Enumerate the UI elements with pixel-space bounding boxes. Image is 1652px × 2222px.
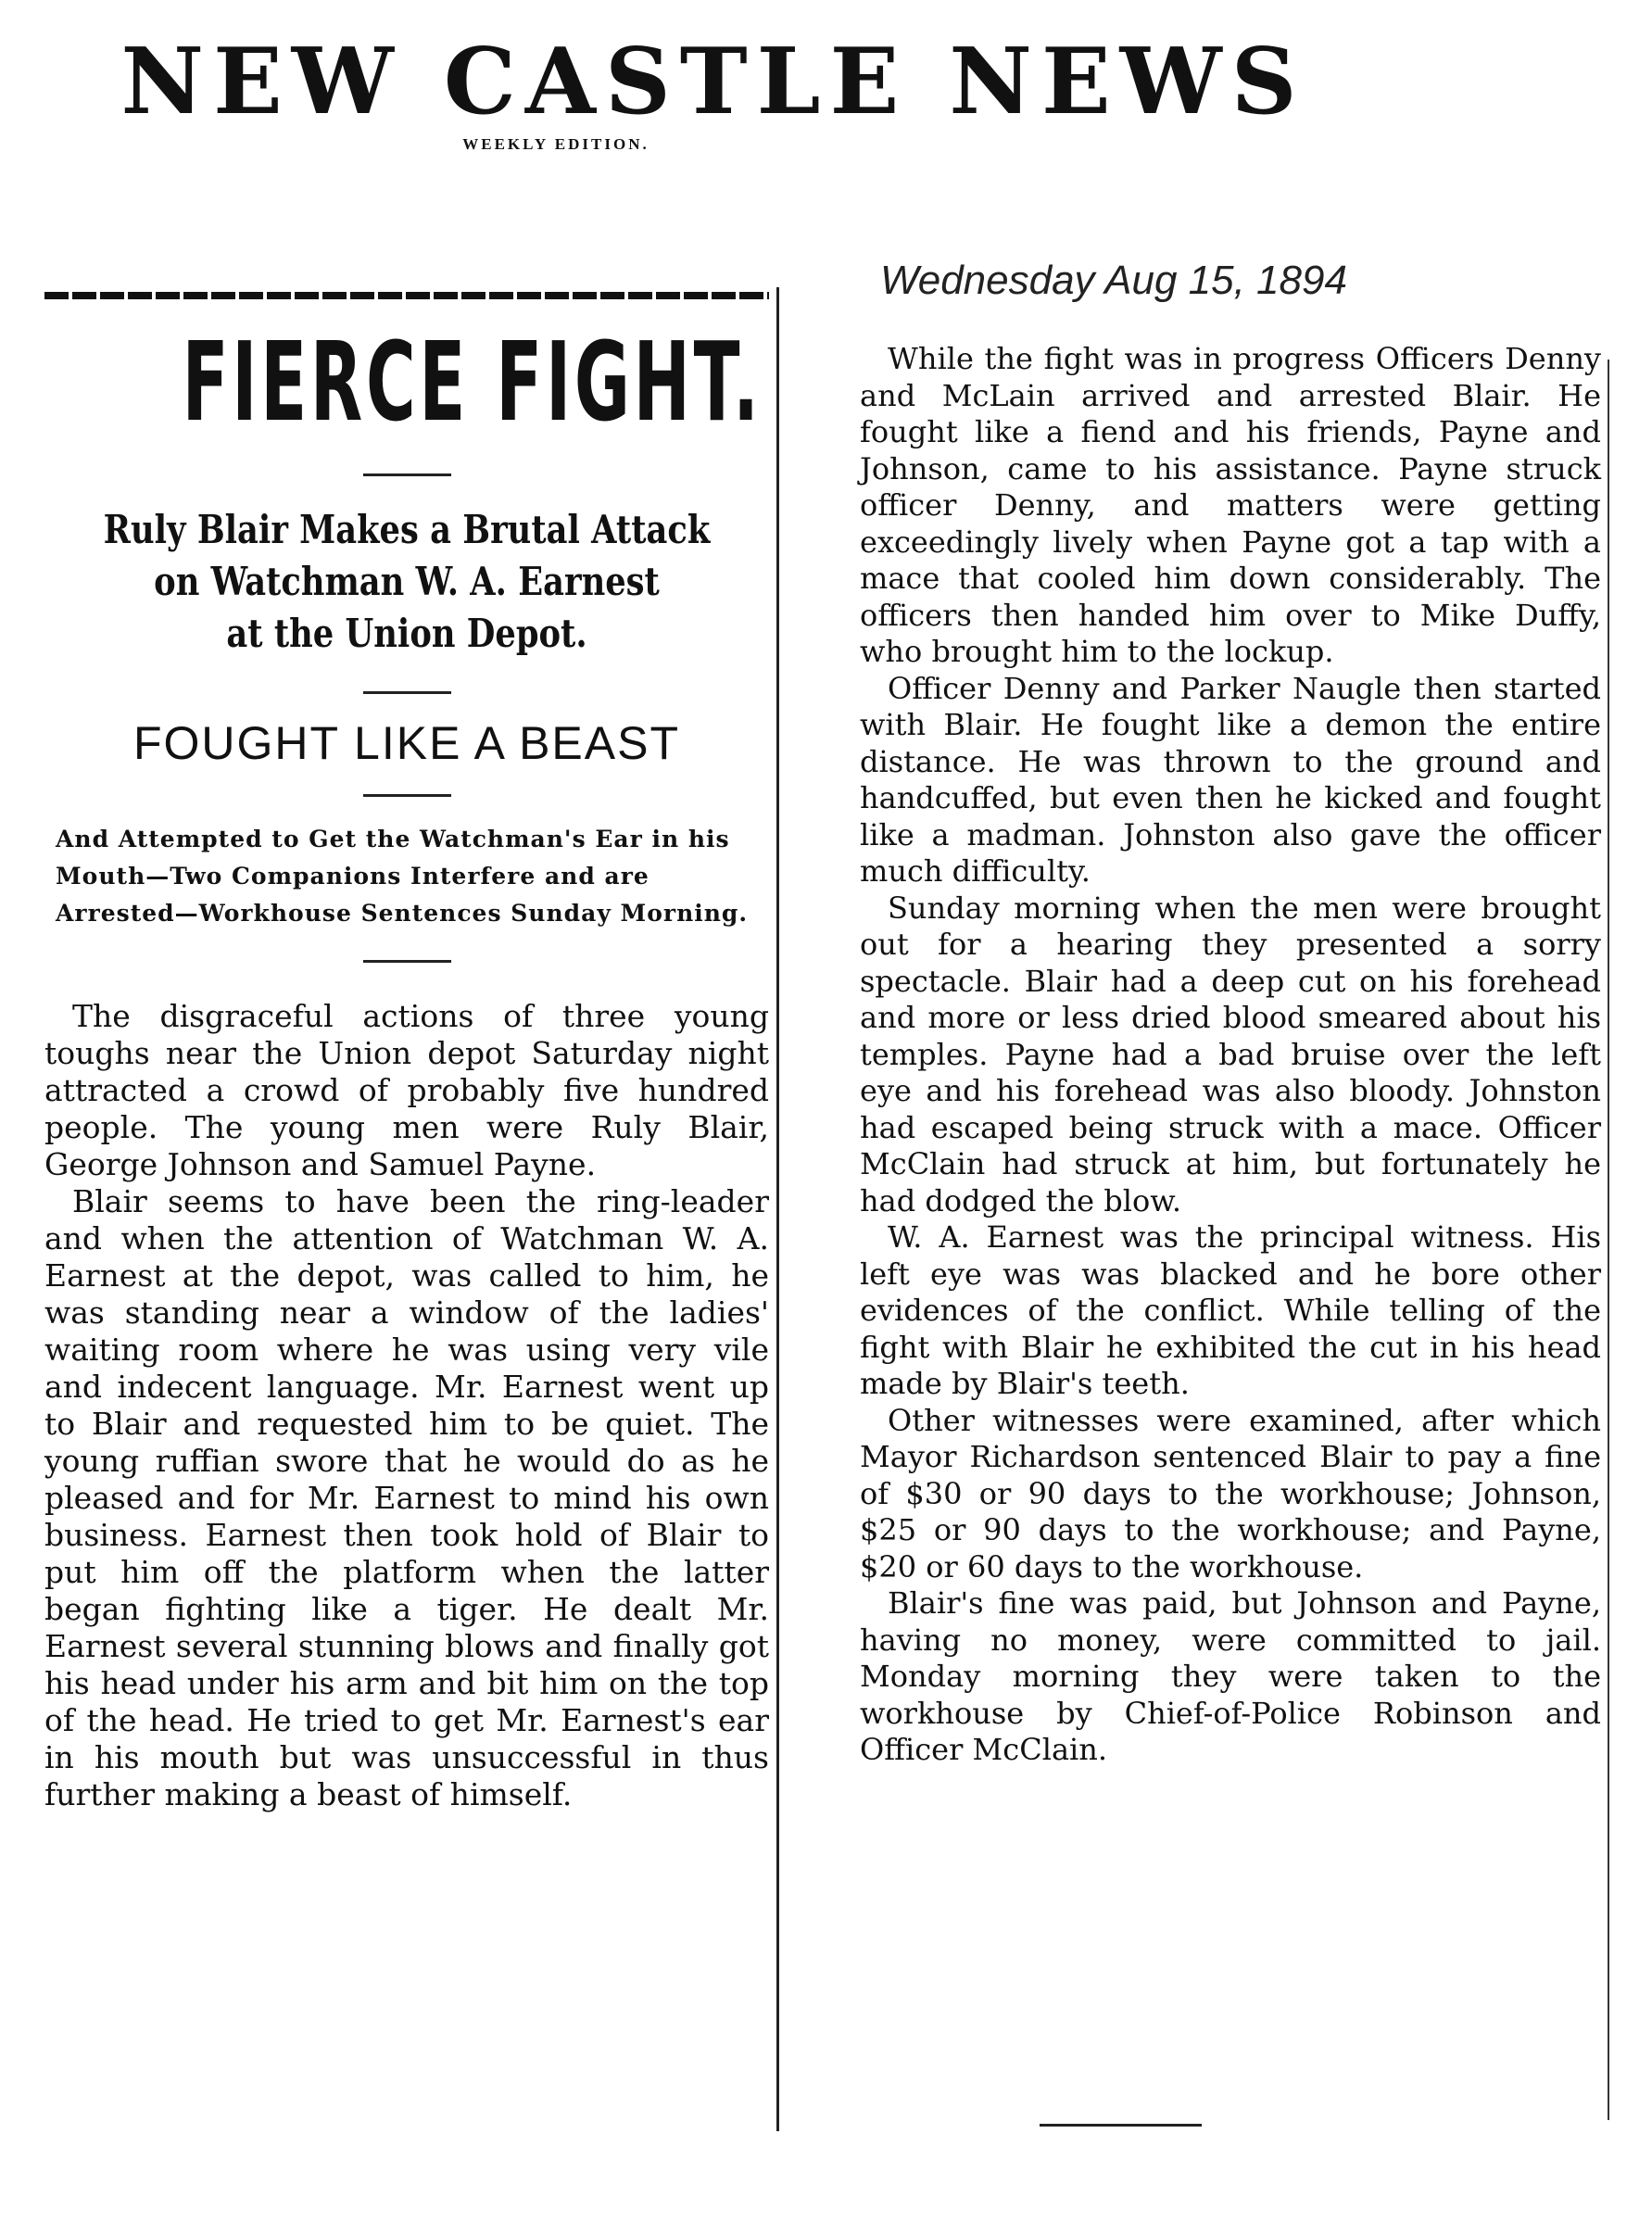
article-paragraph: The disgraceful actions of three young toughs near the Union depot Saturday night attracted a crowd of probably five hundred people. The young men were Ruly Blair, George Johnson and Samuel Payne.: [44, 998, 769, 1182]
left-body: [44, 998, 769, 1813]
newspaper-title: NEW CASTLE NEWS: [120, 29, 1306, 135]
right-edge-rule: [1608, 360, 1609, 2120]
subheadline-line: at the Union Depot.: [226, 611, 587, 656]
headline: FIERCE FIGHT.: [182, 318, 763, 446]
deck-fought-like-a-beast: FOUGHT LIKE A BEAST: [132, 717, 681, 769]
left-column: [44, 320, 769, 1813]
end-rule: [1040, 2124, 1202, 2127]
subheadline-line: Ruly Blair Makes a Brutal Attack: [103, 507, 711, 552]
subheadline-line: on Watchman W. A. Earnest: [154, 559, 660, 604]
publication-date: Wednesday Aug 15, 1894: [880, 258, 1347, 303]
article-paragraph: Other witnesses were examined, after which Mayor Richardson sentenced Blair to pay a fine of $30 or 90 days to the workhouse; Johnson, $25 or 90 days to the workhouse; and Payne, $20 or 60 days to the workhouse.: [860, 1402, 1601, 1584]
separator-rule: [363, 794, 451, 797]
article-paragraph: While the fight was in progress Officers Denny and McLain arrived and arrested Blair. He fought like a fiend and his friends, Payne and Johnson, came to his assistance. Payne struck officer Denny, and matters were getting exceedingly lively when Payne got a tap with a mace that cooled him down considerably. The officers then handed him over to Mike Duffy, who brought him to the lockup.: [860, 341, 1601, 669]
separator-rule: [363, 473, 451, 476]
article-paragraph: Sunday morning when the men were brought out for a hearing they presented a sorry spectacle. Blair had a deep cut on his forehead and more or less dried blood smeared about his temples. Payne had a bad bruise over the left eye and his forehead was also bloody. Johnston had escaped being struck with a mace. Officer McClain had struck at him, but fortunately he had dodged the blow.: [860, 890, 1601, 1218]
top-rule: [44, 292, 769, 299]
article-paragraph: Officer Denny and Parker Naugle then started with Blair. He fought like a demon the entire distance. He was thrown to the ground and handcuffed, but even then he kicked and fought like a madman. Johnston also gave the officer much difficulty.: [860, 670, 1601, 889]
article-paragraph: W. A. Earnest was the principal witness. His left eye was was blacked and he bore other evidences of the conflict. While telling of the fight with Blair he exhibited the cut in his head made by Blair's teeth.: [860, 1219, 1601, 1401]
separator-rule: [363, 960, 451, 963]
subheadline: [103, 504, 712, 660]
article-paragraph: Blair seems to have been the ring-leader and when the attention of Watchman W. A. Earnest at the depot, was called to him, he was standing near a window of the ladies' waiting room where he was using very vile and indecent language. Mr. Earnest went up to Blair and requested him to be quiet. The young ruffian swore that he would do as he pleased and for Mr. Earnest to mind his own business. Earnest then took hold of Blair to put him off the platform when the latter began fighting like a tiger. He dealt Mr. Earnest several stunning blows and finally got his head under his arm and bit him on the top of the head. He tried to get Mr. Earnest's ear in his mouth but was unsuccessful in thus further making a beast of himself.: [44, 1183, 769, 1812]
column-divider: [776, 287, 779, 2131]
edition-label: WEEKLY EDITION.: [462, 135, 649, 153]
separator-rule: [363, 691, 451, 694]
masthead: [102, 29, 1325, 154]
article-paragraph: Blair's fine was paid, but Johnson and Payne, having no money, were committed to jail. Monday morning they were taken to the workhouse by Chief-of-Police Robinson and Officer McClain.: [860, 1585, 1601, 1767]
right-column: [860, 341, 1601, 1769]
deck-summary: And Attempted to Get the Watchman's Ear in his Mouth—Two Companions Interfere and are Arrested—Workhouse Sentences Sunday Morning.: [56, 826, 749, 927]
